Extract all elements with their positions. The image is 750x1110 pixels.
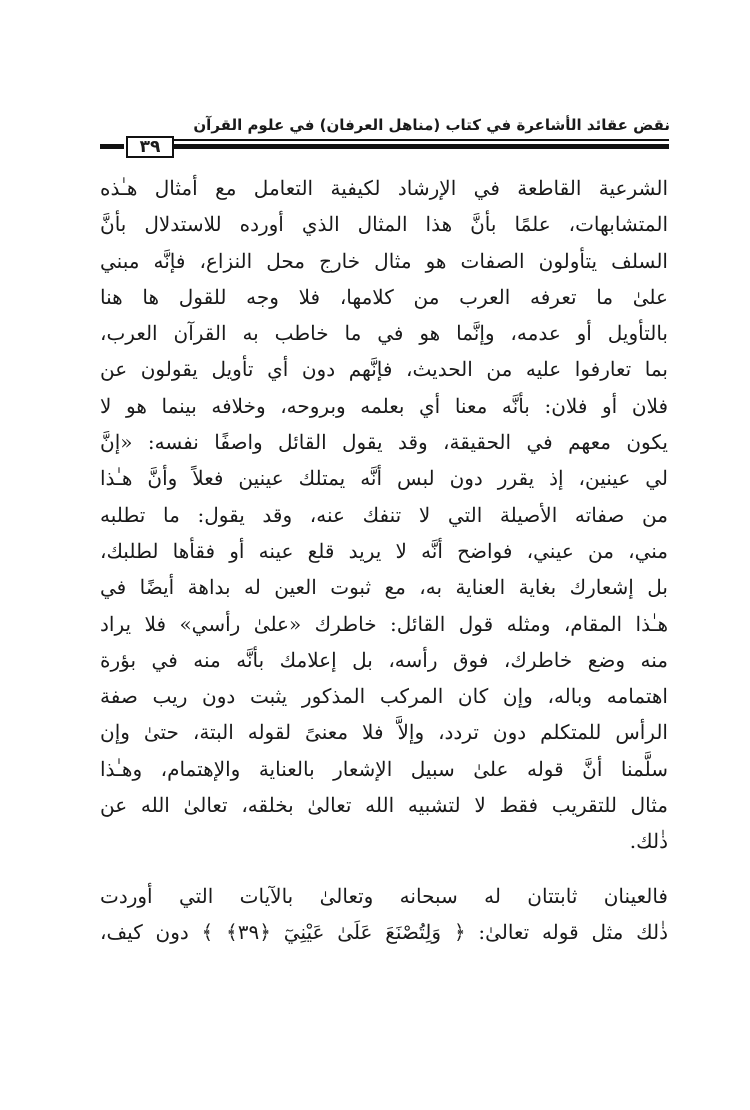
text-line: منه وضع خاطرك، فوق رأسه، بل إعلامك بأنَّه منه في بؤرة xyxy=(100,647,668,672)
body-text xyxy=(100,170,668,950)
text-line: ذٰلك مثل قوله تعالىٰ: ﴿ وَلِتُصْنَعَ عَلَىٰ عَيْنِيٓ ﴿٣٩﴾ ﴾ دون كيف، xyxy=(100,919,668,944)
header-rule-thin xyxy=(172,139,669,141)
text-line: بالتأويل أو عدمه، وإنَّما هو في ما خاطب به القرآن العرب، xyxy=(100,321,668,346)
running-title: نقض عقائد الأشاعرة في كتاب (مناهل العرفان) في علوم القرآن xyxy=(193,116,670,134)
text-line: لي عينين، إذ يقرر دون لبس أنَّه يمتلك عينين فعلاً وأنَّ هـٰذا xyxy=(100,466,668,491)
text-line: الرأس للمتكلم دون تردد، وإلاَّ فلا معنىً لقوله البتة، حتىٰ وإن xyxy=(100,720,668,745)
text-line: السلف يتأولون الصفات هو مثال خارج محل النزاع، فإنَّه مبني xyxy=(100,248,668,273)
text-line: بل إشعارك بغاية العناية به، مع ثبوت العين له بداهة أيضًا في xyxy=(100,575,668,600)
text-line: الشرعية القاطعة في الإرشاد لكيفية التعامل مع أمثال هـٰذه xyxy=(100,176,668,200)
text-line: هـٰذا المقام، ومثله قول القائل: خاطرك «علىٰ رأسي» فلا يراد xyxy=(100,611,668,636)
text-line: بما تعارفوا عليه من الحديث، فإنَّهم دون أي تأويل يقولون عن xyxy=(100,357,668,382)
text-line: علىٰ ما تعرفه العرب من كلامها، فلا وجه للقول ها هنا xyxy=(100,284,668,309)
text-line: ذٰلك. xyxy=(629,829,668,854)
text-line: من صفاته الأصيلة التي لا تنفك عنه، وقد يقول: ما تطلبه xyxy=(100,502,668,527)
text-line: مثال للتقريب فقط لا لتشبيه الله تعالىٰ بخلقه، تعالىٰ الله عن xyxy=(100,793,668,818)
text-line: فلان أو فلان: بأنَّه معنا أي بعلمه وبروحه، وخلافه بينما هو لا xyxy=(100,393,668,418)
paragraph-gap xyxy=(100,860,668,878)
header-rule-thick xyxy=(172,144,669,149)
text-line: اهتمامه وباله، وإن كان المركب المذكور يثبت دون ريب صفة xyxy=(100,684,668,709)
text-line: يكون معهم في الحقيقة، وقد يقول القائل واصفًا نفسه: «إنَّ xyxy=(100,430,668,455)
text-line: سلَّمنا أنَّ قوله علىٰ سبيل الإشعار بالعناية والإهتمام، وهـٰذا xyxy=(100,756,668,781)
text-line: فالعينان ثابتتان له سبحانه وتعالىٰ بالآيات التي أوردت xyxy=(100,883,668,908)
text-line: المتشابهات، علمًا بأنَّ هذا المثال الذي أورده للاستدلال بأنَّ xyxy=(100,212,668,237)
page-number: ٣٩ xyxy=(126,136,174,158)
header-rule-left xyxy=(100,144,124,149)
text-line: مني، من عيني، فواضح أنَّه لا يريد قلع عينه أو فقأها لطلبك، xyxy=(100,538,668,563)
